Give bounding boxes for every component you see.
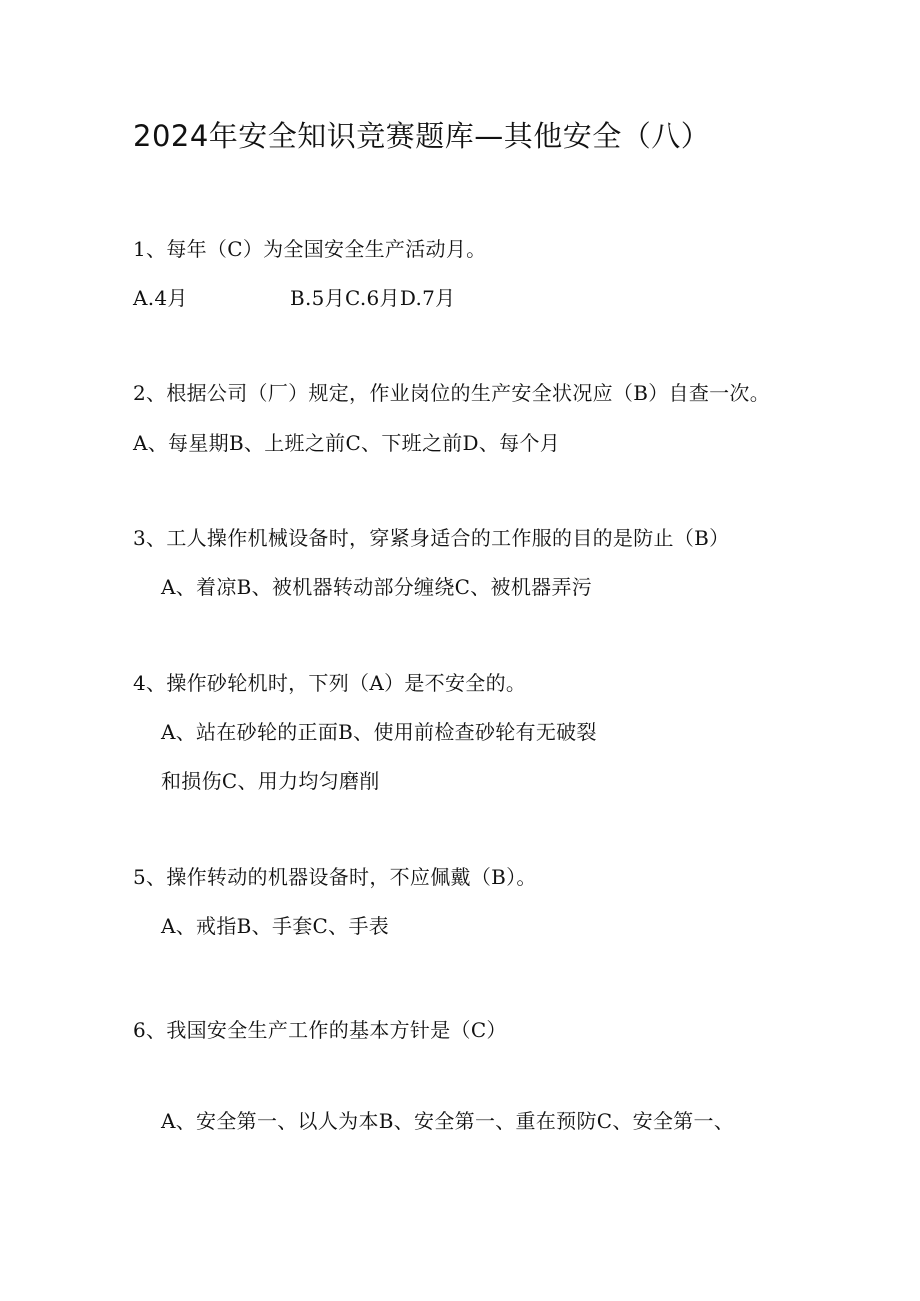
question-6-options: A、安全第一、以人为本B、安全第一、重在预防C、安全第一、: [161, 1109, 735, 1133]
question-4: 4、操作砂轮机时，下列（A）是不安全的。: [133, 671, 527, 695]
question-4-options: A、站在砂轮的正面B、使用前检查砂轮有无破裂: [161, 720, 597, 744]
question-2-options: A、每星期B、上班之前C、下班之前D、每个月: [133, 431, 561, 455]
question-2: 2、根据公司（厂）规定，作业岗位的生产安全状况应（B）自查一次。: [133, 381, 771, 405]
question-6: 6、我国安全生产工作的基本方针是（C）: [133, 1018, 507, 1042]
question-5-options: A、戒指B、手套C、手表: [161, 914, 390, 938]
question-3-options: A、着凉B、被机器转动部分缠绕C、被机器弄污: [161, 575, 593, 599]
question-1-options-bcd: B.5月C.6月D.7月: [290, 286, 456, 310]
question-1-option-a: A.4月: [133, 286, 188, 310]
question-1: 1、每年（C）为全国安全生产活动月。: [133, 237, 487, 261]
question-4-options-continued: 和损伤C、用力均匀磨削: [161, 769, 380, 793]
question-3: 3、工人操作机械设备时，穿紧身适合的工作服的目的是防止（B）: [133, 526, 730, 550]
document-title: 2024年安全知识竞赛题库—其他安全（八）: [133, 119, 711, 153]
question-5: 5、操作转动的机器设备时，不应佩戴（B）。: [133, 865, 537, 889]
